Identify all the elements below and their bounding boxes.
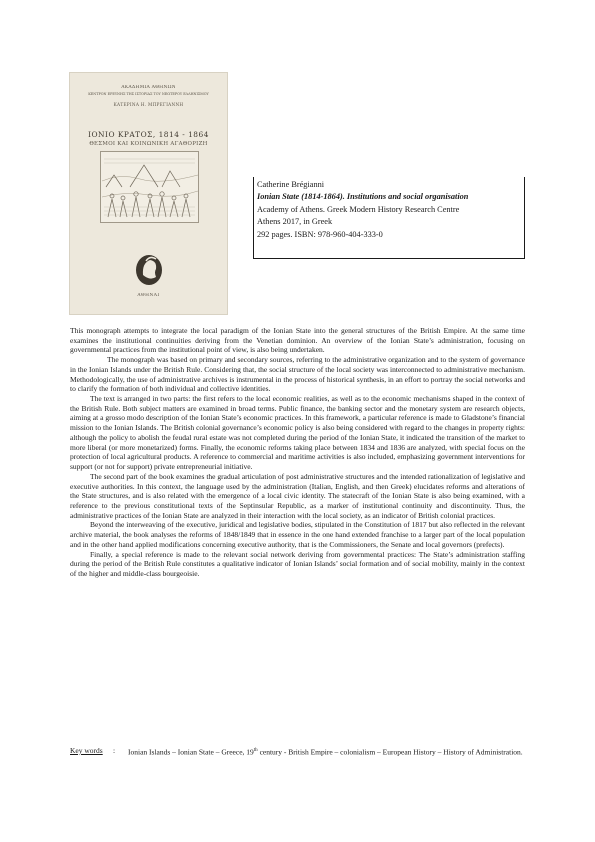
book-cover (69, 72, 228, 315)
keywords-colon: : (113, 746, 116, 755)
cover-centre: ΚΕΝΤΡΟΝ ΕΡΕΥΝΗΣ ΤΗΣ ΙΣΤΟΡΙΑΣ ΤΟΥ ΝΕΩΤΕΡΟΥ ΕΛΛΗΝΙΣΜΟΥ (88, 92, 209, 96)
paragraph-reforms: Beyond the interweaving of the executive, juridical and legislative bodies, stipulated in the Constitution of 1817 but also reflected in the relevant archive material, the book analyses the reforms of 1848/1849 that in essence in the one hand extended franchise to a larger part of the local population and in the other hand applied modifications concerning executive authority, that is the Commissioners, the Senate and local governors (prefects). (70, 520, 525, 549)
bibliographic-info-box (253, 177, 525, 259)
paragraph-part-two: The second part of the book examines the gradual articulation of post administrative structures and the intended rationalization of legislative and executive authorities. In this context, the language used by the administration (Italian, English, and then Greek) elucidates reforms and alterations of the State structures, and is also related with the emergence of a local civic identity. The statecraft of the Ionian State is also being examined, with a reference to the previous constitutional texts of the Septinsular Republic, as a marker of institutional continuity and discontinuity. Thus, the administrative practices of the Ionian State are analyzed in their interaction with the local society, as an indicator of British colonial practices. (70, 471, 525, 520)
keywords-label: Key words (70, 746, 103, 755)
book-title: Ionian State (1814-1864). Institutions and social organisation (257, 192, 469, 202)
cover-city: ΑΘΗΝΑΙ (137, 293, 160, 298)
book-place-year: Athens 2017, in Greek (257, 217, 333, 227)
paragraph-intro: This monograph attempts to integrate the local paradigm of the Ionian State into the general structures of the British Empire. At the same time examines the institutional continuities deriving from the Venetian dominion. An overview of the Ionian State’s administration, focusing on governmental practices from the institutional point of view, is also being undertaken. (70, 326, 525, 355)
paragraph-part-one: The text is arranged in two parts: the first refers to the local economic realities, as well as to the economic mechanisms shaped in the context of the British Rule. Both subject matters are examined in broad terms. Public finance, the banking sector and the monetary system are research objects, aiming at a grosso modo description of the Ionian State’s economic practices. In this framework, a particular reference is made to Gladstone’s financial mission to the Ionian Islands. The British colonial governance’s economic policy is also being considered with regard to the changes in property rights: although the policy to abolish the feudal rural estate was not completed during the period of the Ionian State, it indicated the transition of the market to more liberal (or more monetarized) forms. Finally, the economic reforms taking place between 1834 and 1836 are analyzed, with special focus on the protection of local agricultural products. A reference to commercial and maritime activities is also included, emphasizing government interventions for support (or not for support) private entrepreneurial initiative. (70, 394, 525, 472)
cover-engraving-illustration (100, 151, 199, 223)
paragraph-social-network: Finally, a special reference is made to the relevant social network deriving from governmental practices: The State’s administration staffing during the period of the British Rule constitutes a qualitative indicator of Ionian Islands’ social formation and of social mobility, mainly in the context of the higher and middle-class bourgeoisie. (70, 549, 525, 578)
paragraph-methodology: The monograph was based on primary and secondary sources, referring to the administrative organization and to the system of governance in the Ionian Islands under the British Rule. Considering that, the social structure of the local society was interconnected to administrative mechanism. Methodologically, the use of administrative archives is instrumental in the process of historical synthesis, in an effort to portray the social networks and to clarify the formation of both individual and collective identities. (70, 355, 525, 394)
review-body (70, 326, 525, 579)
book-author: Catherine Brégianni (257, 180, 325, 189)
cover-title: ΙΟΝΙΟ ΚΡΑΤΟΣ, 1814 - 1864 (88, 130, 209, 139)
cover-author: ΚΑΤΕΡΙΝΑ Η. ΜΠΡΕΓΙΑΝΝΗ (113, 102, 184, 107)
book-pages-isbn: 292 pages. ISBN: 978-960-404-333-0 (257, 229, 383, 239)
cover-athena-seal-icon (134, 253, 164, 287)
cover-subtitle: ΘΕΣΜΟΙ ΚΑΙ ΚΟΙΝΩΝΙΚΗ ΑΓΑΘΟΡΙΖΗ (89, 141, 208, 147)
keywords-list: Ionian Islands – Ionian State – Greece, 19th century - British Empire – colonialism – European History – History of Administration. (128, 747, 523, 757)
book-publisher: Academy of Athens. Greek Modern History Research Centre (257, 204, 460, 214)
cover-academy: ΑΚΑΔΗΜΙΑ ΑΘΗΝΩΝ (121, 85, 176, 90)
